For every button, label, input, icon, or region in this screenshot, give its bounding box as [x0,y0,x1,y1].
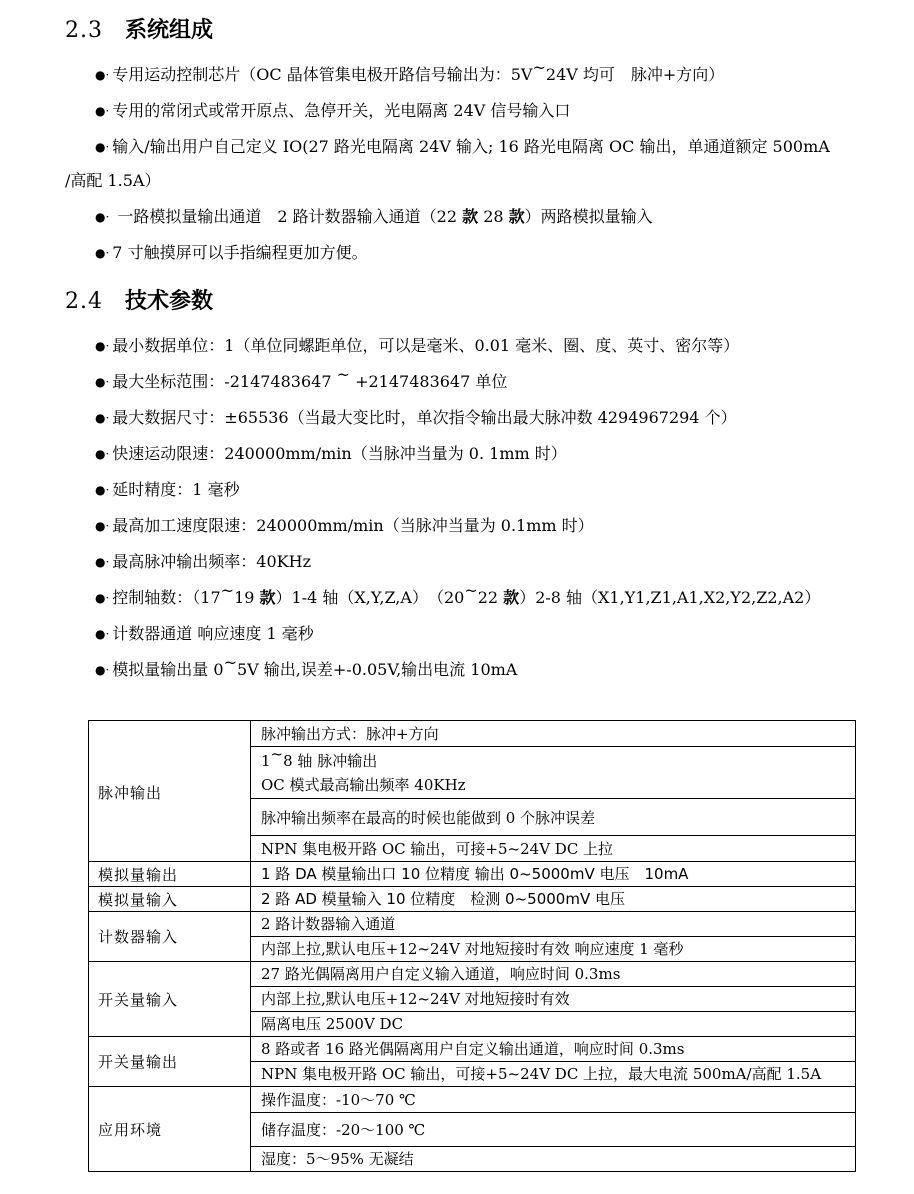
spec-line: 2 路计数器输入通道 [261,915,396,933]
bullet-icon: ●· [95,555,110,569]
bullet-item [65,243,856,263]
spec-cell [251,1147,856,1172]
row-group-label: 开关量输出 [89,1037,251,1087]
bullet-text: 最高加工速度限速：240000mm/min（当脉冲当量为 0.1mm 时） [112,516,594,535]
bullet-text: 延时精度：1 毫秒 [112,480,240,499]
table-row [89,962,856,987]
section-title: 技术参数 [125,289,214,314]
bullet-text: 7 寸触摸屏可以手指编程更加方便。 [112,243,368,262]
spec-line: 脉冲输出频率在最高的时候也能做到 0 个脉冲误差 [261,809,596,827]
row-group-label: 模拟量输出 [89,862,251,887]
spec-cell [251,836,856,862]
spec-cell [251,887,856,912]
spec-cell [251,937,856,962]
section-number: 2.4 [65,289,103,314]
spec-line: NPN 集电极开路 OC 输出，可接+5~24V DC 上拉，最大电流 500mA/高配 1.5A [261,1065,822,1083]
row-group-label: 开关量输入 [89,962,251,1037]
bullet-item [65,408,856,428]
spec-cell [251,721,856,747]
bullet-continuation: /高配 1.5A） [65,171,161,190]
bullet-item [65,58,856,85]
bullet-text: 控制轴数：（17~19 款）1-4 轴（X,Y,Z,A） （20~22 款）2-8 轴（X1,Y1,Z1,A1,X2,Y2,Z2,A2） [112,581,821,607]
section-title: 系统组成 [125,18,214,43]
spec-line: 1 路 DA 模量输出口 10 位精度 输出 0~5000mV 电压 10mA [261,865,689,883]
bullet-text: 最高脉冲输出频率：40KHz [112,552,311,571]
table-row [89,721,856,747]
bullet-icon: ●· [95,246,110,260]
table-row [89,1037,856,1062]
section-system-composition [65,12,856,263]
row-group-label: 应用环境 [89,1087,251,1172]
bullet-icon: ●· [95,411,110,425]
spec-line: 1~8 轴 脉冲输出 [261,746,378,770]
table-row [89,887,856,912]
bullet-item [65,552,856,572]
spec-line: 脉冲输出方式：脉冲+方向 [261,724,439,743]
spec-line: NPN 集电极开路 OC 输出，可接+5~24V DC 上拉 [261,839,614,858]
bullet-item [65,101,856,121]
spec-line: 8 路或者 16 路光偶隔离用户自定义输出通道，响应时间 0.3ms [261,1040,685,1058]
spec-cell [251,1062,856,1087]
bullet-text: 专用的常闭式或常开原点、急停开关，光电隔离 24V 信号输入口 [112,101,571,120]
bullet-icon: ●· [95,210,110,224]
bullet-item [65,137,856,191]
bullet-item [65,365,856,392]
bullet-icon: ●· [95,519,110,533]
spec-cell [251,962,856,987]
spec-line: 操作温度：-10～70 ℃ [261,1090,416,1109]
bullet-text: 输入/输出用户自己定义 IO(27 路光电隔离 24V 输入; 16 路光电隔离 OC 输出，单通道额定 500mA [112,137,830,156]
bullet-icon: ●· [95,140,110,154]
bullet-text: 快速运动限速：240000mm/min（当脉冲当量为 0. 1mm 时） [112,444,567,463]
spec-line: 湿度：5～95% 无凝结 [261,1150,414,1168]
spec-cell [251,1037,856,1062]
bullet-text: 最大坐标范围：-2147483647 ~ +2147483647 单位 [112,365,508,391]
section-number: 2.3 [65,18,103,43]
spec-line: 内部上拉,默认电压+12~24V 对地短接时有效 响应速度 1 毫秒 [261,940,684,958]
spec-line: 储存温度：-20～100 ℃ [261,1120,426,1139]
bullet-icon: ●· [95,339,110,353]
spec-line: 内部上拉,默认电压+12~24V 对地短接时有效 [261,990,570,1008]
bullet-text: 模拟量输出量 0~5V 输出,误差+-0.05V,输出电流 10mA [112,653,518,679]
bullet-icon: ●· [95,104,110,118]
bullet-item [65,516,856,536]
bullet-item [65,653,856,680]
spec-table [88,720,856,1172]
bullet-list [65,336,856,680]
spec-cell [251,987,856,1012]
bullet-icon: ●· [95,627,110,641]
spec-cell [251,912,856,937]
bullet-list [65,58,856,263]
bullet-text: 计数器通道 响应速度 1 毫秒 [112,624,314,643]
spec-cell [251,747,856,799]
spec-cell [251,862,856,887]
section-technical-parameters [65,283,856,680]
spec-cell [251,799,856,836]
spec-line: 27 路光偶隔离用户自定义输入通道，响应时间 0.3ms [261,965,621,983]
spec-cell [251,1087,856,1113]
table-row [89,1087,856,1113]
spec-line: 2 路 AD 模量输入 10 位精度 检测 0~5000mV 电压 [261,890,625,908]
spec-line: 隔离电压 2500V DC [261,1015,404,1033]
bullet-item [65,207,856,227]
bullet-icon: ●· [95,375,110,389]
bullet-icon: ●· [95,447,110,461]
bullet-text: 最小数据单位：1（单位同螺距单位，可以是毫米、0.01 毫米、圈、度、英寸、密尔等） [112,336,740,355]
bullet-item [65,624,856,644]
bullet-item [65,480,856,500]
bullet-item [65,581,856,608]
table-row [89,862,856,887]
bullet-icon: ●· [95,663,110,677]
bullet-icon: ●· [95,483,110,497]
row-group-label: 脉冲输出 [89,721,251,862]
bullet-text: 最大数据尺寸：±65536（当最大变比时，单次指令输出最大脉冲数 4294967294 个） [112,408,737,427]
row-group-label: 计数器输入 [89,912,251,962]
row-group-label: 模拟量输入 [89,887,251,912]
bullet-text: 专用运动控制芯片（OC 晶体管集电极开路信号输出为：5V~24V 均可 脉冲+方向） [112,58,725,84]
bullet-icon: ●· [95,68,110,82]
spec-cell [251,1012,856,1037]
section-heading [65,12,856,47]
section-heading [65,283,856,318]
bullet-item [65,444,856,464]
bullet-item [65,336,856,356]
spec-line: OC 模式最高输出频率 40KHz [261,775,466,794]
bullet-icon: ●· [95,591,110,605]
table-row [89,912,856,937]
bullet-text: 一路模拟量输出通道 2 路计数器输入通道（22 款 28 款）两路模拟量输入 [112,207,653,226]
spec-cell [251,1113,856,1147]
